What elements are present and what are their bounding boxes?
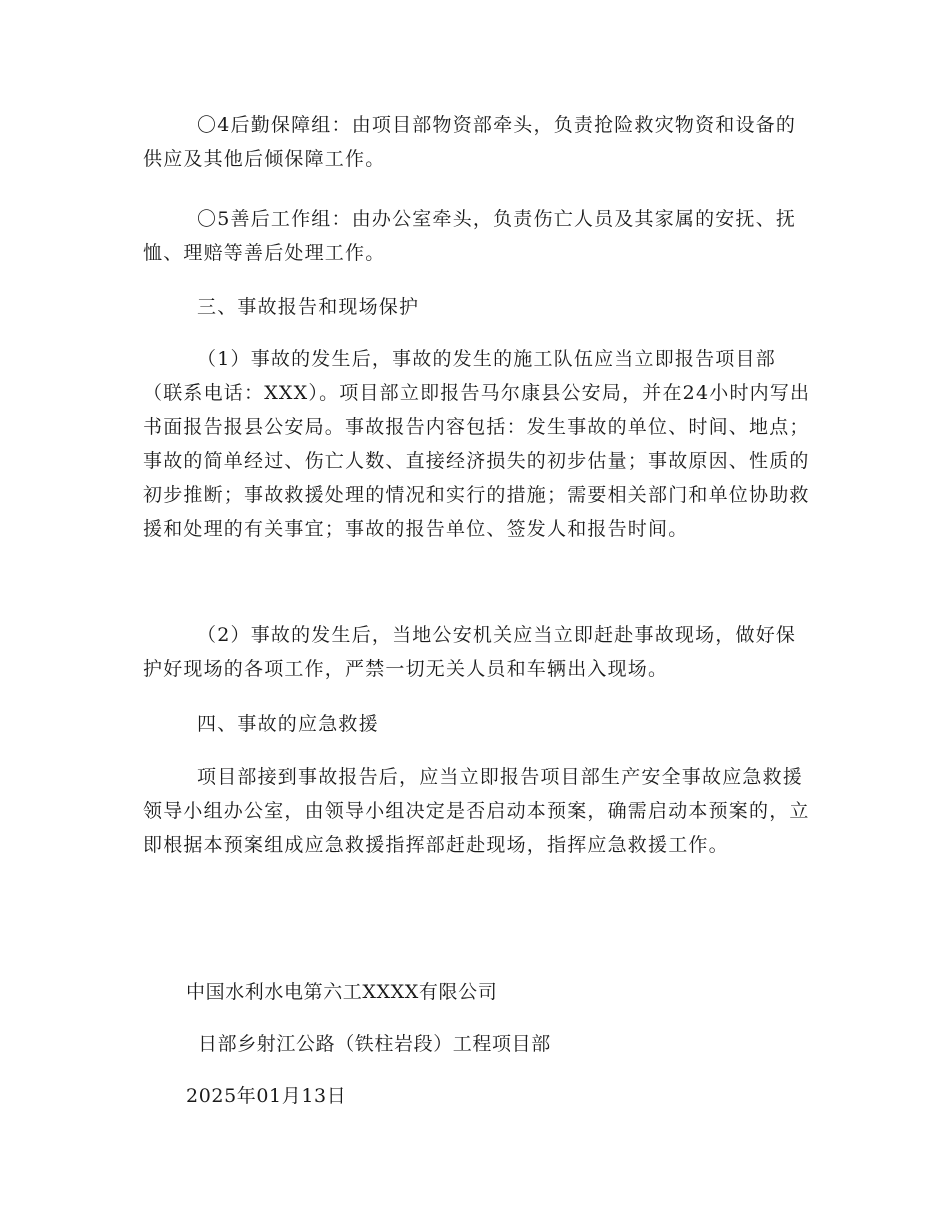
paragraph-text: （2）事故的发生后，当地公安机关应当立即赶赴事故现场，做好保护好现场的各项工作，严禁一切无关人员和车辆出入现场。 — [143, 624, 797, 680]
paragraph-emergency-rescue — [143, 760, 811, 862]
paragraph-text: 〇4后勤保障组：由项目部物资部牵头，负责抢险救灾物资和设备的供应及其他后倾保障工作。 — [143, 114, 797, 170]
section-heading-emergency-rescue: 四、事故的应急救援 — [197, 713, 379, 735]
signature-project: 日部乡射江公路（铁柱岩段）工程项目部 — [198, 1033, 551, 1055]
paragraph-text: （1）事故的发生后，事故的发生的施工队伍应当立即报告项目部（联系电话：XXX）。项目部立即报告马尔康县公安局，并在24小时内写出书面报告报县公安局。事故报告内容包括：发生事故的单位、时间、地点；事故的简单经过、伤亡人数、直接经济损失的初步估量；事故原因、性质的初步推断；事故救援处理的情况和实行的措施；需要相关部门和单位协助救援和处理的有关事宜；事故的报告单位、签发人和报告时间。 — [143, 348, 811, 540]
paragraph-text: 项目部接到事故报告后，应当立即报告项目部生产安全事故应急救援领导小组办公室，由领导小组决定是否启动本预案，确需启动本预案的，立即根据本预案组成应急救援指挥部赶赴现场，指挥应急救援工作。 — [143, 766, 810, 856]
paragraph-logistics-group — [143, 108, 811, 176]
section-heading-accident-report: 三、事故报告和现场保护 — [197, 296, 420, 318]
paragraph-scene-protection — [143, 618, 811, 686]
signature-company: 中国水利水电第六工XXXX有限公司 — [186, 981, 498, 1003]
paragraph-aftermath-group — [143, 202, 811, 270]
paragraph-text: 〇5善后工作组：由办公室牵头，负责伤亡人员及其家属的安抚、抚恤、理赔等善后处理工作。 — [143, 208, 797, 264]
signature-date: 2025年01月13日 — [186, 1085, 347, 1107]
paragraph-accident-report — [143, 342, 811, 546]
